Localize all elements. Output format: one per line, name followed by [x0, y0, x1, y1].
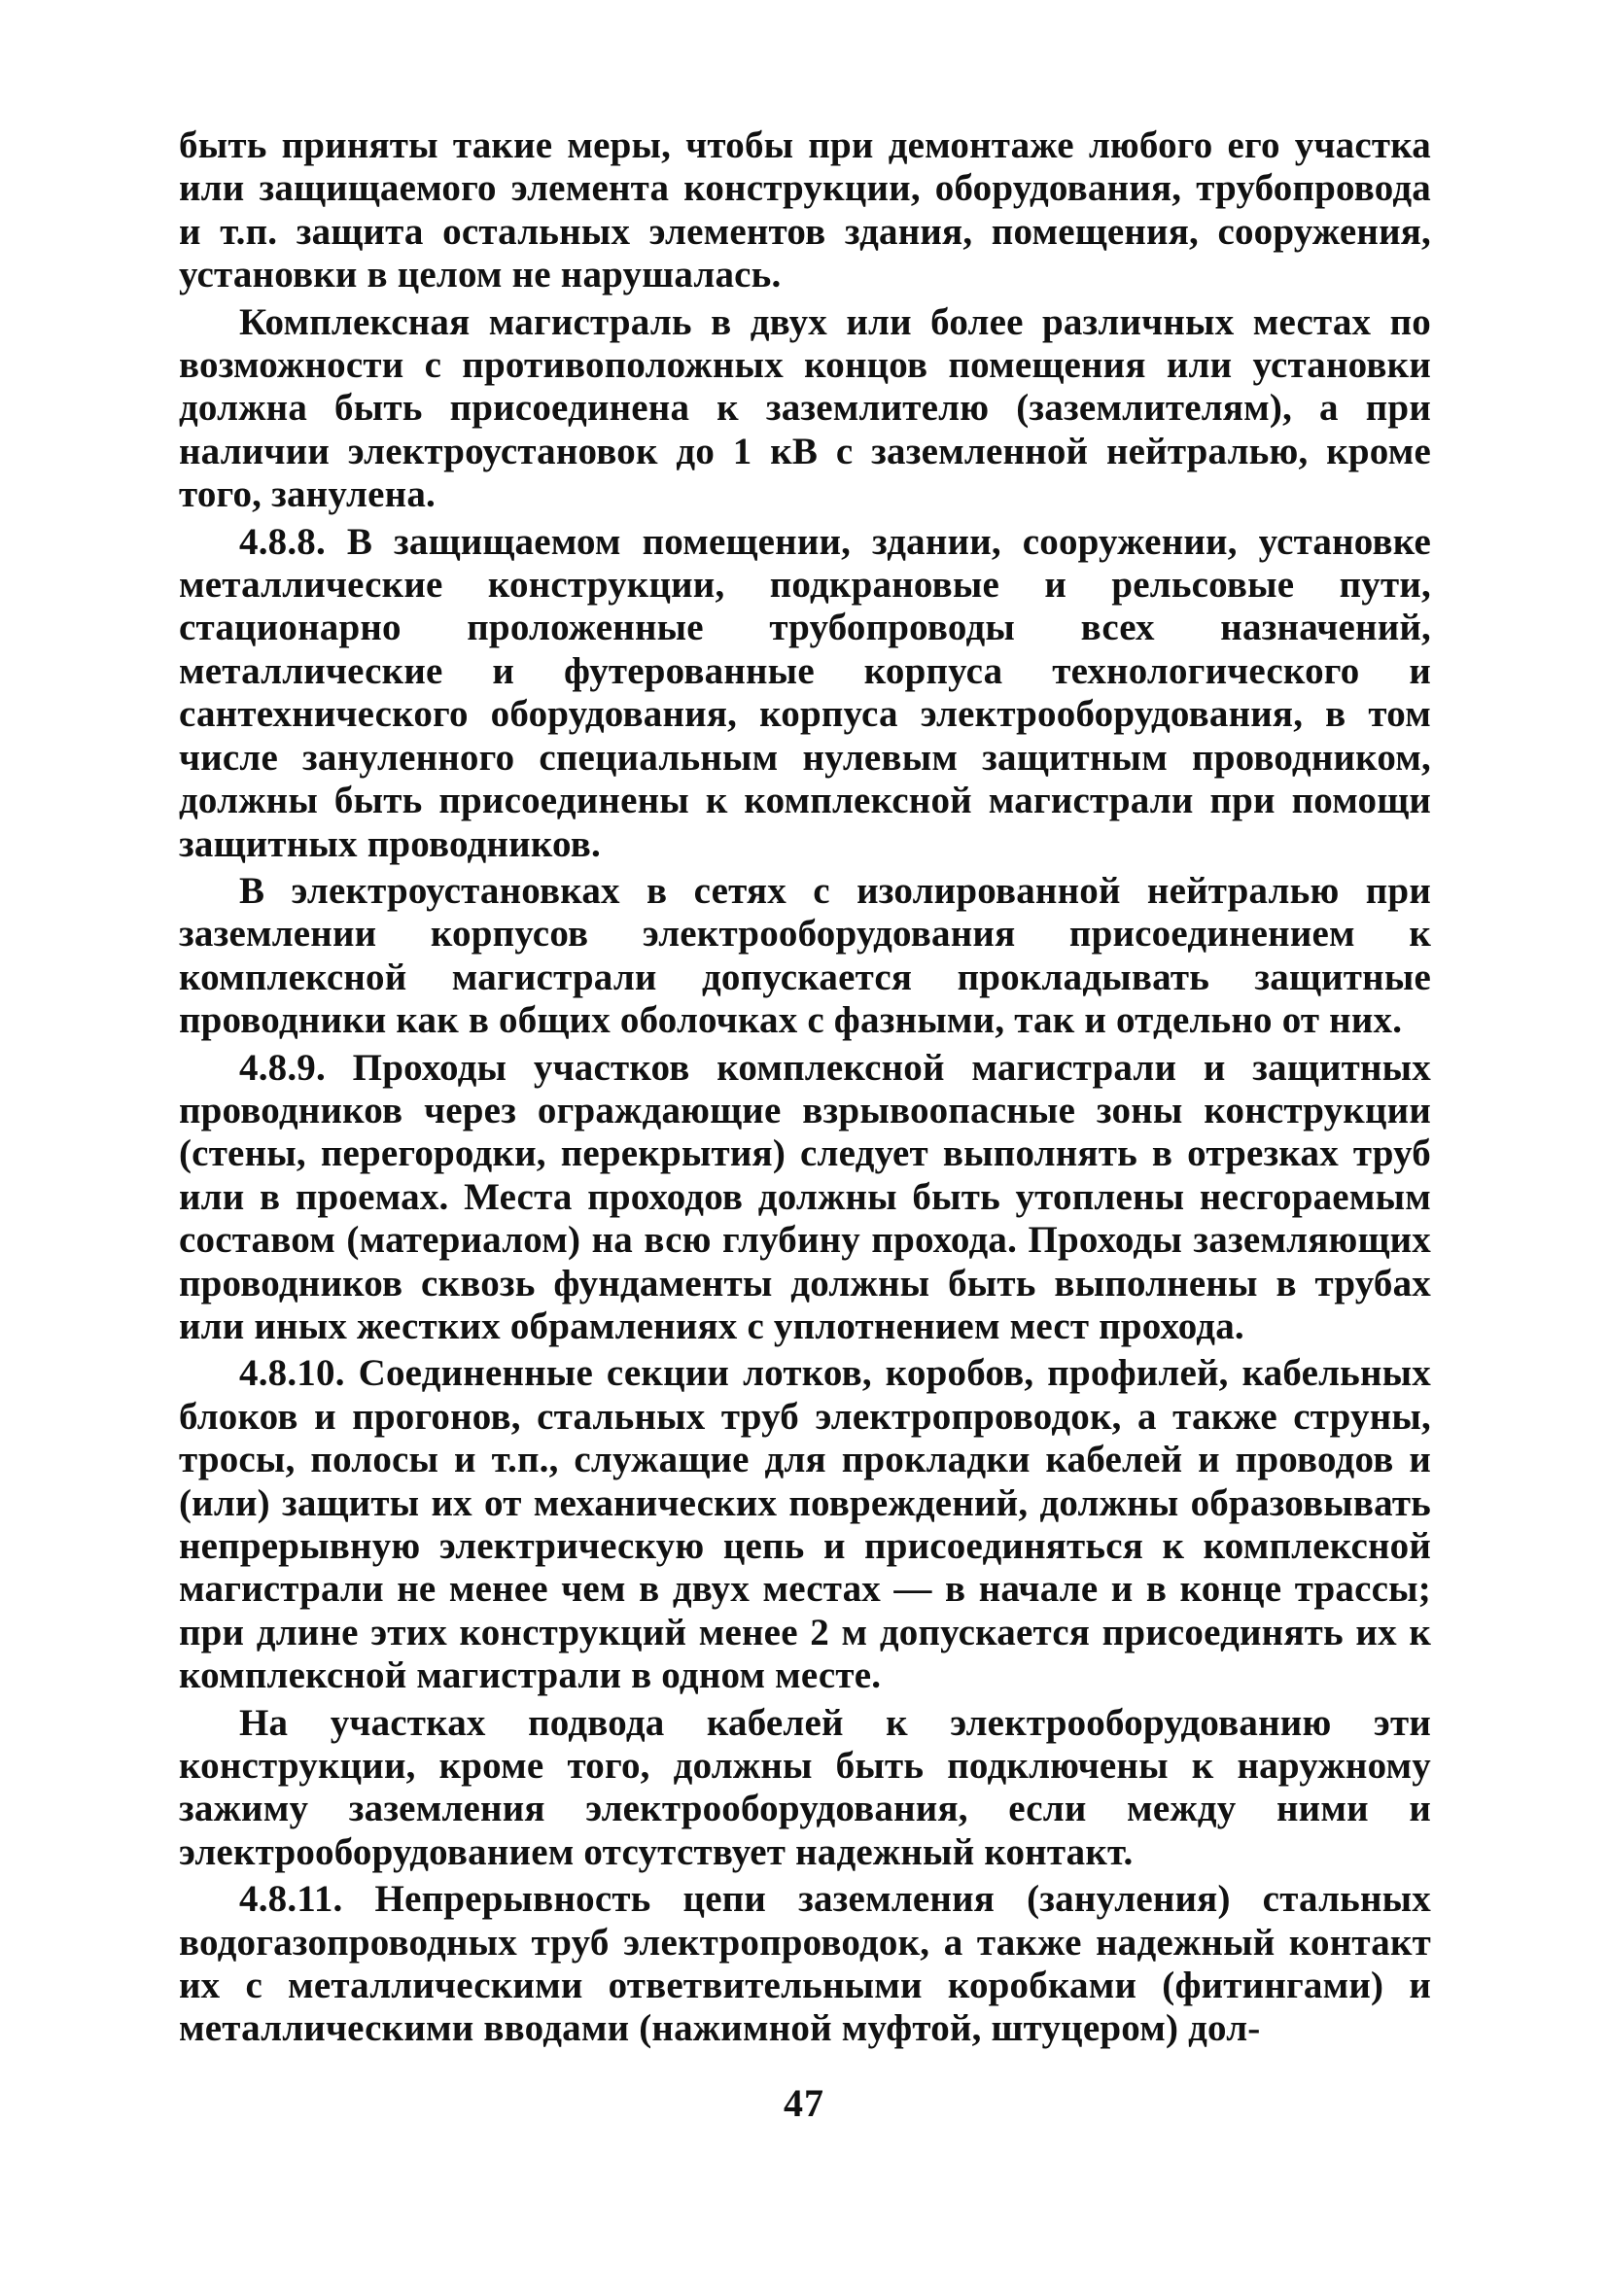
paragraph-complex-main-grounding: Комплексная магистраль в двух или более различных местах по возможности с противоположных концов помещения или установки должна быть присоединена к заземлителю (заземлителям), а при наличии электроустановок до 1 кВ с заземленной нейтралью, кроме того, занулена.: [179, 300, 1431, 516]
paragraph-4-8-10: 4.8.10. Соединенные секции лотков, коробов, профилей, кабельных блоков и прогонов, стальных труб электропроводок, а также струны, тросы, полосы и т.п., служащие для прокладки кабелей и проводов и (или) защиты их от механических повреждений, должны образовывать непрерывную электрическую цепь и присоединяться к комплексной магистрали не менее чем в двух местах — в начале и в конце трассы; при длине этих конструкций менее 2 м допускается присоединять их к комплексной магистрали в одном месте.: [179, 1352, 1431, 1697]
paragraph-4-8-11: 4.8.11. Непрерывность цепи заземления (зануления) стальных водогазопроводных труб электропроводок, а также надежный контакт их с металлическими ответвительными коробками (фитингами) и металлическими вводами (нажимной муфтой, штуцером) дол-: [179, 1878, 1431, 2050]
paragraph-4-8-9: 4.8.9. Проходы участков комплексной магистрали и защитных проводников через ограждающие взрывоопасные зоны конструкции (стены, перегородки, перекрытия) следует выполнять в отрезках труб или в проемах. Места проходов должны быть утоплены несгораемым составом (материалом) на всю глубину прохода. Проходы заземляющих проводников сквозь фундаменты должны быть выполнены в трубах или иных жестких обрамлениях с уплотнением мест прохода.: [179, 1046, 1431, 1347]
page-number: 47: [784, 2081, 824, 2125]
paragraph-isolated-neutral: В электроустановках в сетях с изолированной нейтралью при заземлении корпусов электрооборудования присоединением к комплексной магистрали допускается прокладывать защитные проводники как в общих оболочках с фазными, так и отдельно от них.: [179, 869, 1431, 1042]
paragraph-cable-supply-sections: На участках подвода кабелей к электрооборудованию эти конструкции, кроме того, должны быть подключены к наружному зажиму заземления электрооборудования, если между ними и электрооборудованием отсутствует надежный контакт.: [179, 1701, 1431, 1873]
paragraph-4-8-8: 4.8.8. В защищаемом помещении, здании, сооружении, установке металлические конструкции, подкрановые и рельсовые пути, стационарно проложенные трубопроводы всех назначений, металлические и футерованные корпуса технологического и сантехнического оборудования, корпуса электрооборудования, в том числе зануленного специальным нулевым защитным проводником, должны быть присоединены к комплексной магистрали при помощи защитных проводников.: [179, 520, 1431, 865]
paragraph-continuation: быть приняты такие меры, чтобы при демонтаже любого его участка или защищаемого элемента конструкции, оборудования, трубопровода и т.п. защита остальных элементов здания, помещения, сооружения, установки в целом не нарушалась.: [179, 124, 1431, 296]
page-body: [179, 124, 1431, 2055]
